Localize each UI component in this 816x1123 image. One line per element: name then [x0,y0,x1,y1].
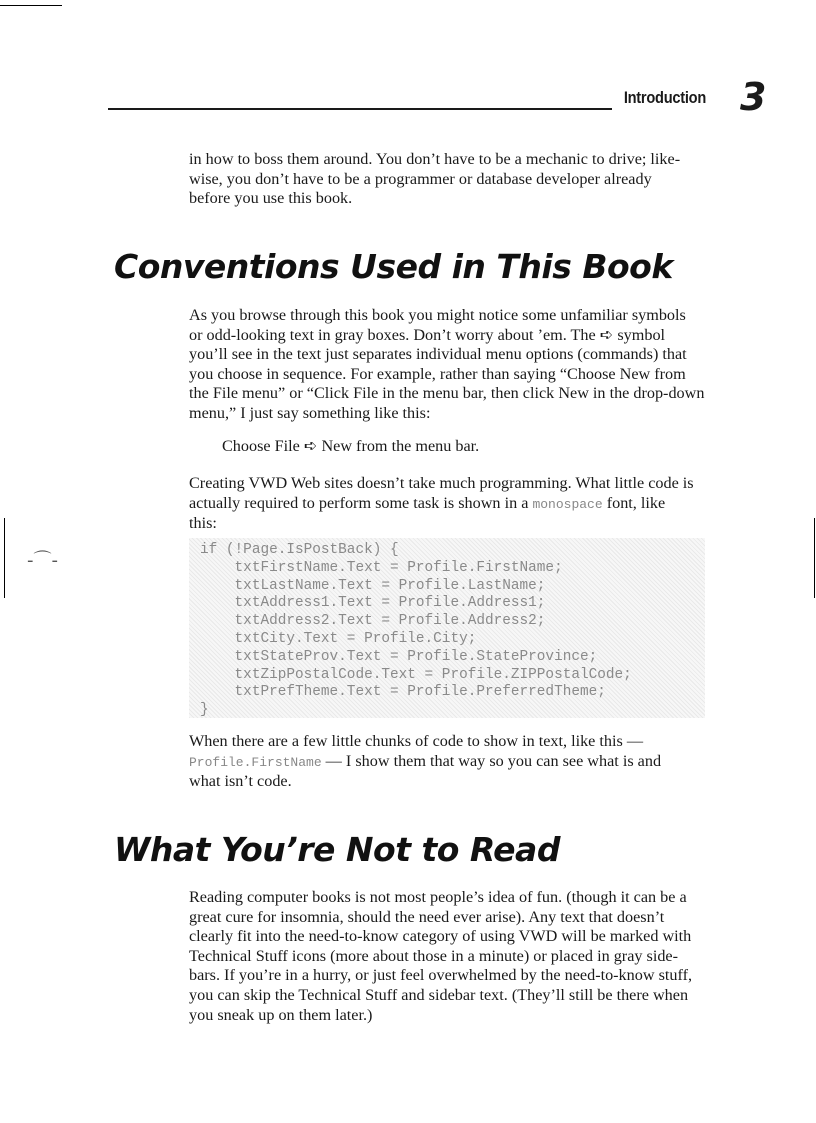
inline-code: monospace [532,496,603,512]
running-header-title: Introduction [623,88,706,107]
code-line: txtPrefTheme.Text = Profile.PreferredTheme; [200,684,606,701]
code-line: txtAddress2.Text = Profile.Address2; [200,613,546,630]
text-line [189,752,719,773]
registration-mark-icon: -⌒- [27,550,58,571]
text-line: before you use this book. [189,189,353,208]
code-line: txtCity.Text = Profile.City; [200,630,477,647]
crop-mark-top [0,5,62,6]
text-line: you’ll see in the text just separates individual menu options (commands) that [189,345,687,364]
text-line: As you browse through this book you might notice some unfamiliar symbols [189,306,686,324]
code-line: txtFirstName.Text = Profile.FirstName; [200,559,563,576]
section-heading-conventions: Conventions Used in This Book [114,247,673,286]
text-line: wise, you don’t have to be a programmer or database developer already [189,169,652,188]
text-line: Reading computer books is not most people’s idea of fun. (though it can be a [189,888,687,906]
inline-code-paragraph [189,732,719,792]
text-line: what isn’t code. [189,772,292,791]
crop-mark-left [4,518,5,598]
inline-code: Profile.FirstName [189,754,322,770]
text-line: the File menu” or “Click File in the menu bar, then click New in the drop-down [189,384,705,403]
section-heading-not-to-read: What You’re Not to Read [114,830,560,869]
page-number: 3 [740,75,767,119]
text-line: clearly fit into the need-to-know category of using VWD will be marked with [189,927,692,946]
text-line [189,494,719,515]
code-listing [189,538,705,718]
text-fragment: actually required to perform some task is shown in a [189,493,533,512]
text-line: great cure for insomnia, should the need ever arise). Any text that doesn’t [189,907,665,926]
text-line: Creating VWD Web sites doesn’t take much programming. What little code is [189,474,694,492]
text-line: bars. If you’re in a hurry, or just feel overwhelmed by the need-to-know stuff, [189,966,693,985]
text-line: When there are a few little chunks of code to show in text, like this — [189,732,644,750]
crop-mark-right [814,518,815,598]
code-line: txtStateProv.Text = Profile.StateProvince; [200,648,598,665]
not-to-read-paragraph [189,888,719,1025]
text-line: you can skip the Technical Stuff and sidebar text. (They’ll still be there when [189,985,689,1004]
text-line: in how to boss them around. You don’t have to be a mechanic to drive; like- [189,150,681,168]
intro-paragraph [189,150,719,209]
text-line: Technical Stuff icons (more about those in a minute) or placed in gray side- [189,946,678,965]
code-intro-paragraph [189,474,719,534]
text-fragment: — I show them that way so you can see what is and [321,751,662,770]
text-line: menu,” I just say something like this: [189,403,431,422]
example-instruction: Choose File ➪ New from the menu bar. [222,437,480,455]
conventions-paragraph [189,306,719,424]
code-line: txtLastName.Text = Profile.LastName; [200,577,546,594]
text-line: you sneak up on them later.) [189,1005,373,1024]
header-rule [108,108,612,110]
code-line: txtZipPostalCode.Text = Profile.ZIPPostalCode; [200,666,632,683]
text-fragment: font, like [602,493,666,512]
code-line: } [200,702,209,719]
code-line: txtAddress1.Text = Profile.Address1; [200,595,546,612]
code-line: if (!Page.IsPostBack) { [200,542,399,558]
text-line: or odd-looking text in gray boxes. Don’t worry about ’em. The ➪ symbol [189,325,666,344]
text-line: this: [189,514,217,533]
text-line: you choose in sequence. For example, rather than saying “Choose New from [189,364,686,383]
